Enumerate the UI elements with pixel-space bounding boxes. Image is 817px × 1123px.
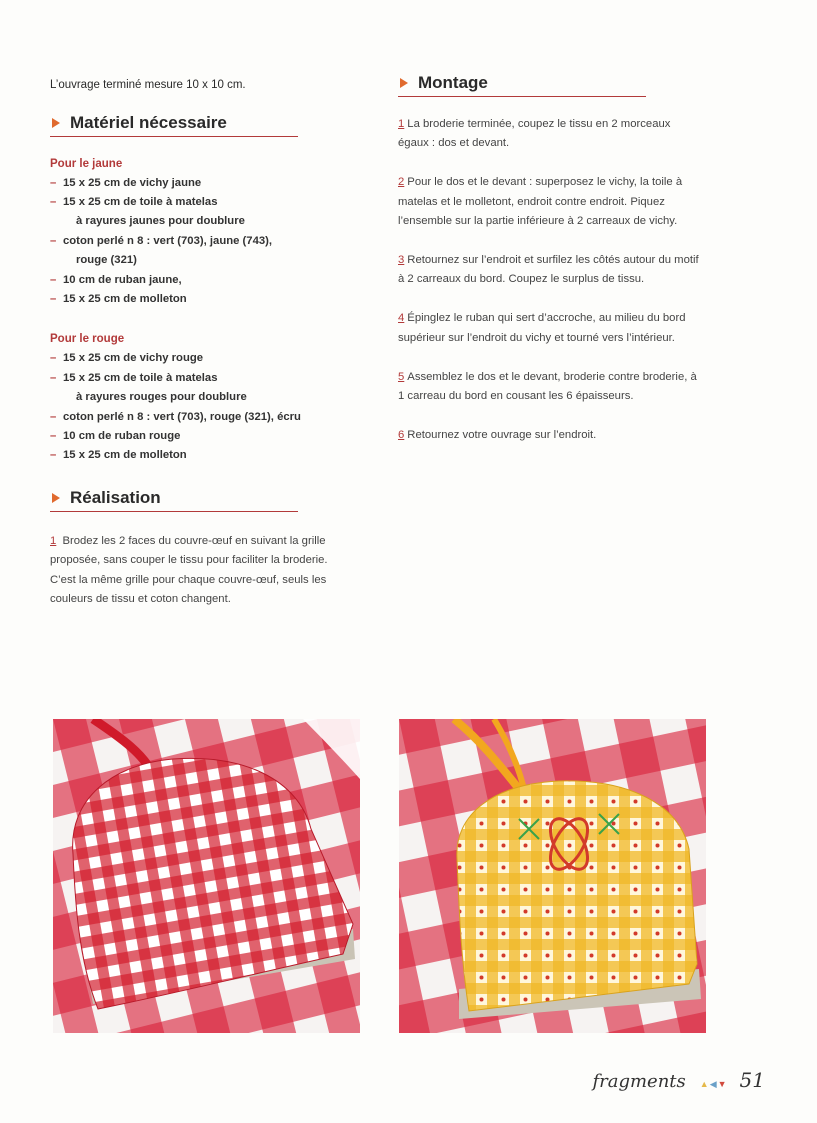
step-number: 4 [398, 312, 405, 325]
step-text: Pour le dos et le devant : superposez le vichy, la toile à matelas et le molletont, endroit contre endroit. Piquez l’ensemble sur la partie inférieure à 2 carreaux de vichy. [398, 176, 683, 228]
step-number: 1 [398, 118, 405, 130]
list-item: – 15 x 25 cm de molleton [50, 446, 370, 465]
step-number: 3 [398, 254, 405, 267]
step-number: 6 [398, 428, 405, 441]
photo-yellow-egg-cosy [399, 719, 706, 1033]
page-footer [592, 1068, 765, 1092]
step-text: La broderie terminée, coupez le tissu en 2 morceaux égaux : dos et devant. [398, 118, 671, 150]
step-text: Brodez les 2 faces du couvre-œuf en suivant la grille proposée, sans couper le tissu pour faciliter la broderie. C’est la même grille pour chaque couvre-œuf, seuls les couleurs de tissu et coton changent. [50, 534, 328, 606]
realisation-step [50, 532, 356, 610]
red-egg-cosy-image [53, 719, 360, 1033]
list-item: – 15 x 25 cm de toile à matelas [50, 193, 370, 212]
list-item: – 15 x 25 cm de toile à matelas [50, 369, 370, 388]
list-item: – coton perlé n 8 : vert (703), jaune (743), [50, 232, 370, 251]
montage-step [398, 115, 703, 154]
montage-step [398, 426, 703, 445]
triangle-bullet-icon [52, 118, 60, 128]
jaune-title: Pour le jaune [50, 157, 123, 170]
list-item: – 15 x 25 cm de molleton [50, 290, 370, 309]
step-text: Assemblez le dos et le devant, broderie contre broderie, à 1 carreau du bord en cousant les 6 épaisseurs. [398, 370, 697, 403]
montage-step [398, 251, 703, 290]
realisation-title: Réalisation [70, 487, 161, 507]
list-item: – 10 cm de ruban rouge [50, 427, 370, 446]
list-item: – coton perlé n 8 : vert (703), rouge (321), écru [50, 408, 370, 427]
realisation-heading [50, 487, 298, 512]
left-column [50, 76, 370, 631]
triangle-bullet-icon [400, 78, 408, 88]
montage-heading [398, 72, 646, 97]
yellow-egg-cosy-image [399, 719, 706, 1033]
montage-step [398, 173, 703, 231]
rouge-title: Pour le rouge [50, 333, 125, 346]
step-text: Retournez sur l’endroit et surfilez les côtés autour du motif à 2 carreaux du bord. Coupez le surplus de tissu. [398, 254, 699, 286]
jaune-list [50, 174, 370, 310]
magazine-brand: fragments [592, 1071, 686, 1092]
rouge-list [50, 349, 370, 465]
photo-red-egg-cosy [53, 719, 360, 1033]
triangle-bullet-icon [52, 493, 60, 503]
page-number: 51 [739, 1068, 765, 1092]
step-number: 2 [398, 176, 405, 189]
intro-text: L’ouvrage terminé mesure 10 x 10 cm. [50, 79, 246, 91]
materiel-title: Matériel nécessaire [70, 112, 227, 132]
list-item: à rayures jaunes pour doublure [76, 215, 245, 228]
montage-title: Montage [418, 73, 488, 92]
list-item: – 15 x 25 cm de vichy jaune [50, 174, 370, 193]
list-item: – 15 x 25 cm de vichy rouge [50, 349, 370, 368]
list-item: rouge (321) [76, 254, 137, 267]
decorative-arrows-icon: ▲◀▼ [699, 1079, 728, 1089]
materiel-heading [50, 112, 298, 137]
right-column [398, 72, 728, 465]
step-number: 1 [50, 534, 57, 547]
list-item: – 10 cm de ruban jaune, [50, 271, 370, 290]
montage-step [398, 309, 703, 348]
step-text: Épinglez le ruban qui sert d’accroche, au milieu du bord supérieur sur l’endroit du vichy et tourné vers l’intérieur. [398, 312, 686, 344]
montage-steps [398, 115, 703, 445]
step-text: Retournez votre ouvrage sur l’endroit. [407, 428, 597, 441]
list-item: à rayures rouges pour doublure [76, 391, 247, 404]
montage-step [398, 368, 703, 407]
step-number: 5 [398, 370, 405, 383]
